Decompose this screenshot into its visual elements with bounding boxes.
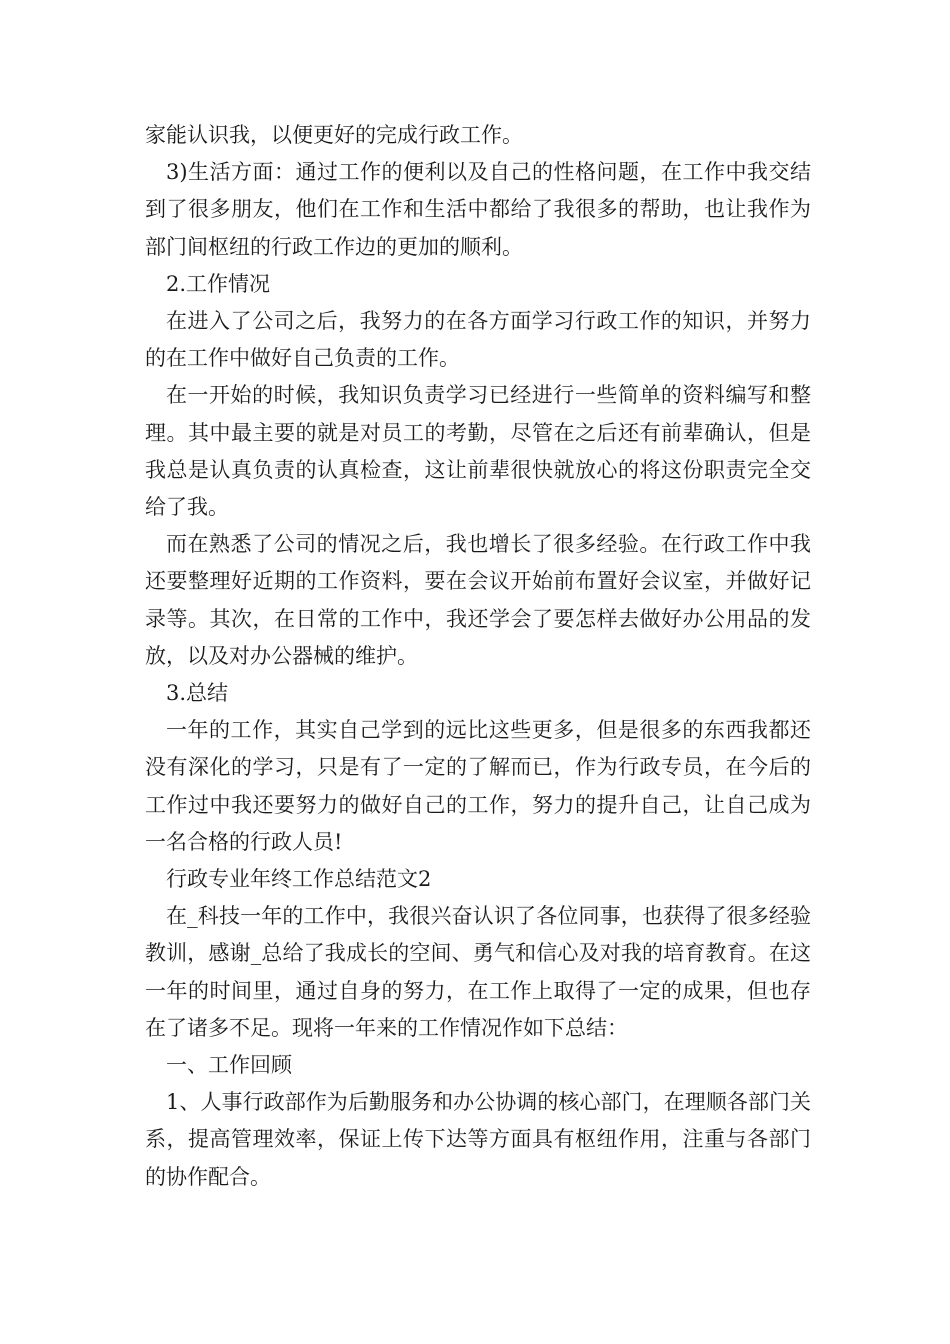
heading-work-situation: 2.工作情况	[166, 271, 271, 296]
heading-work-review: 一、工作回顾	[166, 1053, 292, 1078]
paragraph-beginning: 在一开始的时候，我知识负责学习已经进行一些简单的资料编写和整理。其中最主要的就是对员工的考勤，尽管在之后还有前辈确认，但是我总是认真负责的认真检查，这让前辈很快就放心的将这份职责完全交给了我。	[145, 383, 811, 520]
paragraph-intro-sample-2: 在_科技一年的工作中，我很兴奋认识了各位同事，也获得了很多经验教训，感谢_总给了我成长的空间、勇气和信心及对我的培育教育。在这一年的时间里，通过自身的努力，在工作上取得了一定的成果，但也存在了诸多不足。现将一年来的工作情况作如下总结：	[145, 904, 811, 1040]
paragraph-hr-admin: 1、人事行政部作为后勤服务和办公协调的核心部门，在理顺各部门关系，提高管理效率，保证上传下达等方面具有枢纽作用，注重与各部门的协作配合。	[145, 1090, 811, 1189]
document-body	[145, 117, 811, 1196]
paragraph-continuation: 家能认识我，以便更好的完成行政工作。	[145, 123, 523, 147]
heading-sample-2: 行政专业年终工作总结范文2	[166, 867, 432, 892]
paragraph-joining-company: 在进入了公司之后，我努力的在各方面学习行政工作的知识，并努力的在工作中做好自己负责的工作。	[145, 309, 811, 371]
paragraph-year-of-work: 一年的工作，其实自己学到的远比这些更多，但是很多的东西我都还没有深化的学习，只是有了一定的了解而已，作为行政专员，在今后的工作过中我还要努力的做好自己的工作，努力的提升自己，让自己成为一名合格的行政人员!	[145, 718, 811, 854]
paragraph-life-aspect: 3)生活方面：通过工作的便利以及自己的性格问题，在工作中我交结到了很多朋友，他们在工作和生活中都给了我很多的帮助，也让我作为部门间枢纽的行政工作边的更加的顺利。	[145, 160, 811, 259]
paragraph-familiarity: 而在熟悉了公司的情况之后，我也增长了很多经验。在行政工作中我还要整理好近期的工作资料，要在会议开始前布置好会议室，并做好记录等。其次，在日常的工作中，我还学会了要怎样去做好办公用品的发放，以及对办公器械的维护。	[145, 532, 811, 668]
heading-summary: 3.总结	[166, 681, 229, 706]
